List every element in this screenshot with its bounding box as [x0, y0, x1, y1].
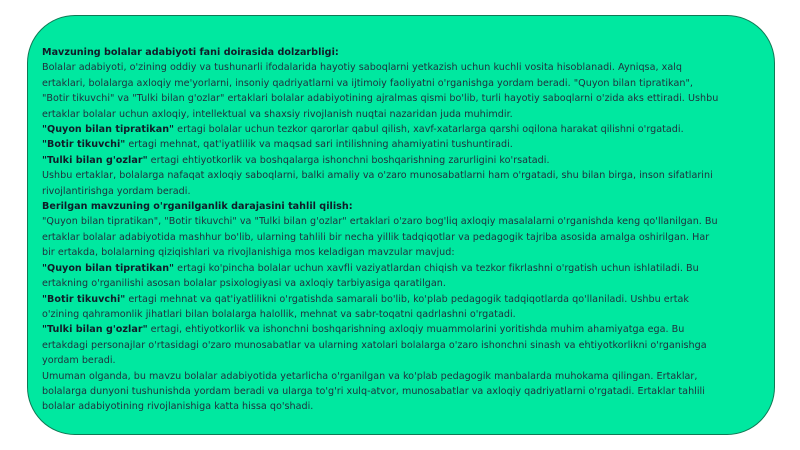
- tale-description: ertagi ehtiyotkorlik va boshqalarga ishonchni boshqarishning zarurligini ko'rsatadi.: [147, 154, 550, 166]
- tale-description: ertagi bolalar uchun tezkor qarorlar qabul qilish, xavf-xatarlarga qarshi oqilona harakat qilishni o'rgatadi.: [174, 124, 684, 136]
- tale-analysis-quyon: [42, 261, 760, 276]
- paragraph-line: "Botir tikuvchi" va "Tulki bilan g'ozlar" ertaklari bolalar adabiyotining ajralmas qismi bo'lib, turli hayotiy saboqlarni o'zida aks ettiradi. Ushbu: [42, 93, 719, 105]
- tale-title: "Tulki bilan g'ozlar": [42, 324, 148, 336]
- tale-description: ertagi mehnat va qat'iyatlilikni o'rgatishda samarali bo'lib, ko'plab pedagogik tadqiqotlarda qo'llaniladi. Ushbu ertak: [125, 293, 689, 305]
- paragraph-line: ertakdagi personajlar o'rtasidagi o'zaro munosabatlar va ularning xatolari bolalarga o'zaro ishonchni sinash va ehtiyotkorlikni o'rganishga: [42, 339, 707, 351]
- paragraph-line: yordam beradi.: [42, 355, 116, 367]
- paragraph-line: "Quyon bilan tipratikan", "Botir tikuvchi" va "Tulki bilan g'ozlar" ertaklari o'zaro bog'liq axloqiy masalalarni o'rganishda keng qo'llanilgan. Bu: [42, 216, 718, 228]
- tale-analysis-botir: [42, 292, 760, 307]
- tale-analysis-tulki: [42, 322, 760, 337]
- tale-description: ertagi ko'pincha bolalar uchun xavfli vaziyatlardan chiqish va tezkor fikrlashni o'rgatish uchun ishlatiladi. Bu: [174, 262, 699, 274]
- paragraph-line: rivojlantirishga yordam beradi.: [42, 185, 191, 197]
- paragraph-line: ertaklar bolalar adabiyotida mashhur bo'lib, ularning tahlili bir necha yillik tadqiqotlar va pedagogik tajriba asosida amalga oshirilgan. Har: [42, 231, 710, 243]
- section-heading-relevance: Mavzuning bolalar adabiyoti fani doirasida dolzarbligi:: [42, 47, 339, 58]
- tale-title: "Botir tikuvchi": [42, 293, 126, 305]
- paragraph-line: bolalarga dunyoni tushunishda yordam beradi va ularga to'g'ri xulq-atvor, munosabatlar va axloqiy qadriyatlarni o'rgatadi. Ertaklar tahlili: [42, 385, 705, 397]
- tale-item-botir: [42, 137, 760, 152]
- section-heading-analysis: Berilgan mavzuning o'rganilganlik darajasini tahlil qilish:: [42, 201, 353, 213]
- tale-description: ertagi, ehtiyotkorlik va ishonchni boshqarishning axloqiy muammolarini yoritishda muhim ahamiyatga ega. Bu: [147, 324, 685, 336]
- paragraph-line: ertaklar bolalar uchun axloqiy, intellektual va shaxsiy rivojlanish nuqtai nazaridan juda muhimdir.: [42, 108, 513, 120]
- paragraph-line: o'zining qahramonlik jihatlari bilan bolalarga halollik, mehnat va sabr-toqatni qadrlashni o'rgatadi.: [42, 308, 516, 320]
- paragraph-line: Umuman olganda, bu mavzu bolalar adabiyotida yetarlicha o'rganilgan va ko'plab pedagogik manbalarda muhokama qilingan. Ertaklar,: [42, 370, 698, 382]
- paragraph-line: bolalar adabiyotining rivojlanishiga katta hissa qo'shadi.: [42, 401, 314, 413]
- text-card: [27, 15, 775, 435]
- tale-item-tulki: [42, 153, 760, 168]
- paragraph-line: Bolalar adabiyoti, o'zining oddiy va tushunarli ifodalarida hayotiy saboqlarni yetkazish uchun kuchli vosita hisoblanadi. Ayniqsa, xalq: [42, 62, 683, 74]
- tale-description: ertagi mehnat, qat'iyatlilik va maqsad sari intilishning ahamiyatini tushuntiradi.: [125, 139, 513, 151]
- paragraph-line: Ushbu ertaklar, bolalarga nafaqat axloqiy saboqlarni, balki amaliy va o'zaro munosabatlarni ham o'rgatadi, shu bilan birga, inson sifatlarini: [42, 170, 713, 182]
- tale-title: "Quyon bilan tipratikan": [42, 124, 175, 136]
- tale-title: "Tulki bilan g'ozlar": [42, 154, 148, 166]
- tale-title: "Quyon bilan tipratikan": [42, 262, 175, 274]
- tale-item-quyon: [42, 122, 760, 137]
- paragraph-line: ertaklari, bolalarga axloqiy me'yorlarni, insoniy qadriyatlarni va ijtimoiy faoliyatni o'rganishga yordam beradi. "Quyon bilan tipratikan",: [42, 77, 693, 89]
- paragraph-line: ertakning o'rganilishi asosan bolalar psixologiyasi va axloqiy tarbiyasiga qaratilgan.: [42, 278, 446, 290]
- paragraph-line: bir ertakda, bolalarning qiziqishlari va rivojlanishiga mos keladigan mavzular mavjud:: [42, 247, 455, 259]
- tale-title: "Botir tikuvchi": [42, 139, 126, 151]
